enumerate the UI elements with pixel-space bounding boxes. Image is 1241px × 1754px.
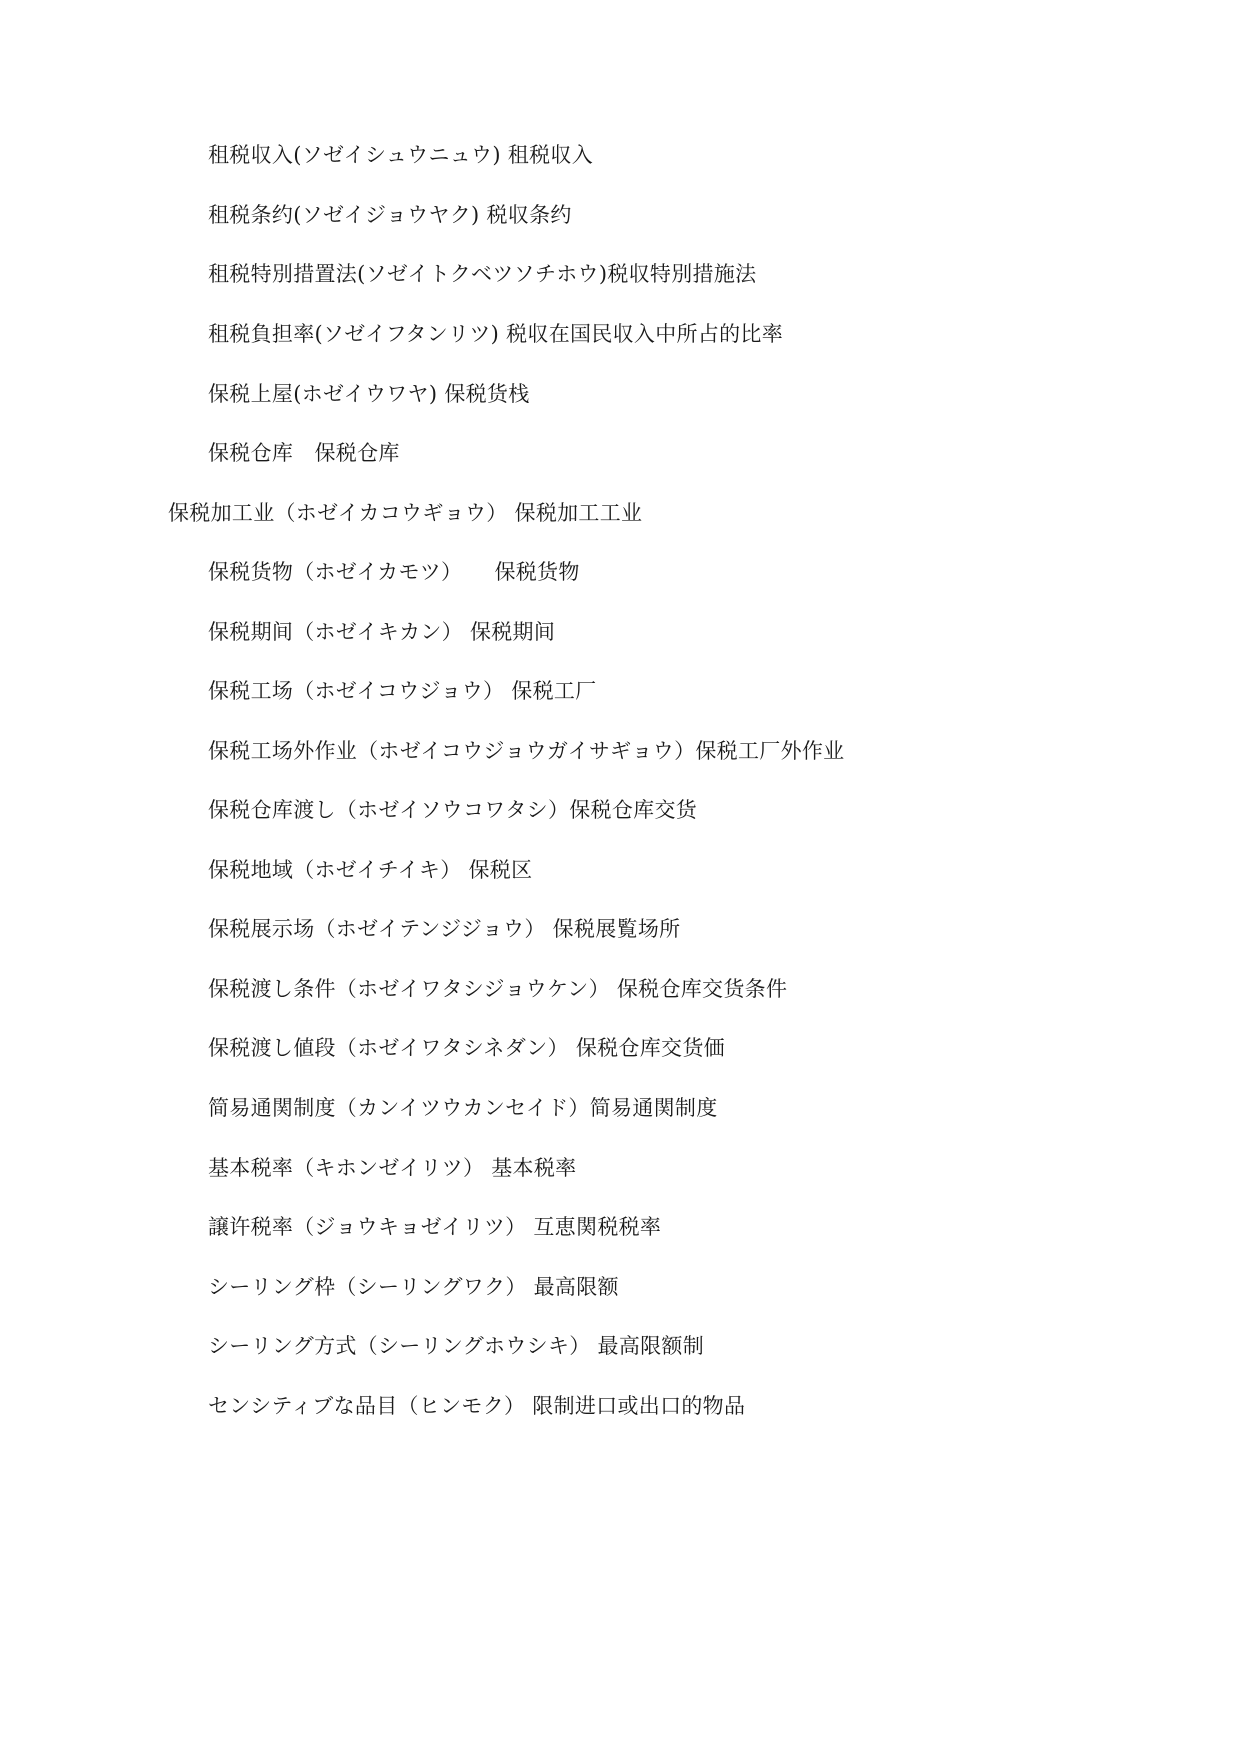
glossary-entry: 基本税率（キホンゼイリツ） 基本税率 — [208, 1156, 577, 1180]
glossary-entry: シーリング枠（シーリングワク） 最高限额 — [208, 1275, 619, 1299]
glossary-entry: 保税展示场（ホゼイテンジジョウ） 保税展覧场所 — [208, 917, 681, 941]
glossary-entry: 简易通関制度（カンイツウカンセイド）简易通関制度 — [208, 1096, 718, 1120]
glossary-entry: 保税工场（ホゼイコウジョウ） 保税工厂 — [208, 679, 597, 703]
glossary-entry: 保税仓库渡し（ホゼイソウコワタシ）保税仓库交货 — [208, 798, 698, 822]
glossary-entry: 保税渡し条件（ホゼイワタシジョウケン） 保税仓库交货条件 — [208, 977, 788, 1001]
glossary-entry: 租税収入(ソゼイシュウニュウ) 租税収入 — [208, 143, 594, 167]
glossary-entry: センシティブな品目（ヒンモク） 限制进口或出口的物品 — [208, 1394, 746, 1418]
glossary-entry: 譲许税率（ジョウキョゼイリツ） 互恵関税税率 — [208, 1215, 662, 1239]
glossary-entry: 保税加工业（ホゼイカコウギョウ） 保税加工工业 — [168, 501, 643, 525]
glossary-entry: シーリング方式（シーリングホウシキ） 最高限额制 — [208, 1334, 705, 1358]
glossary-entry: 保税地域（ホゼイチイキ） 保税区 — [208, 858, 533, 882]
glossary-entry: 租税特別措置法(ソゼイトクベツソチホウ)税収特別措施法 — [208, 262, 757, 286]
glossary-entry: 保税仓库 保税仓库 — [208, 441, 400, 465]
glossary-entry: 租税負担率(ソゼイフタンリツ) 税収在国民収入中所占的比率 — [208, 322, 784, 346]
glossary-entry: 保税工场外作业（ホゼイコウジョウガイサギョウ）保税工厂外作业 — [208, 739, 845, 763]
glossary-entry: 保税渡し値段（ホゼイワタシネダン） 保税仓库交货価 — [208, 1036, 725, 1060]
glossary-entry: 保税上屋(ホゼイウワヤ) 保税货栈 — [208, 382, 530, 406]
glossary-entry: 保税期间（ホゼイキカン） 保税期间 — [208, 620, 556, 644]
glossary-entry: 保税货物（ホゼイカモツ） 保税货物 — [208, 560, 580, 584]
glossary-entry: 租税条约(ソゼイジョウヤク) 税収条约 — [208, 203, 572, 227]
